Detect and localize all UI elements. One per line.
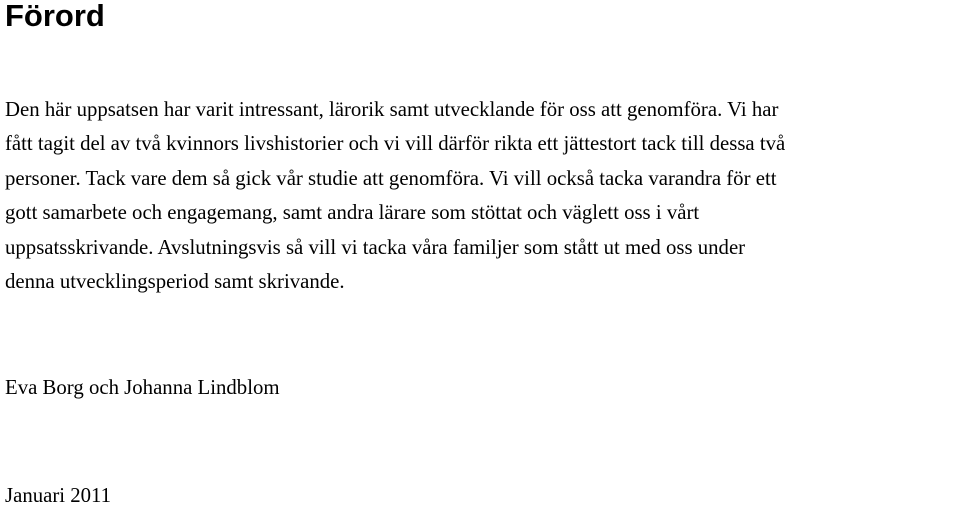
paragraph-line: uppsatsskrivande. Avslutningsvis så vill vi tacka våra familjer som stått ut med oss under: [5, 235, 746, 259]
paragraph-line: personer. Tack vare dem så gick vår studie att genomföra. Vi vill också tacka varandra för ett: [5, 166, 777, 190]
paragraph-line: denna utvecklingsperiod samt skrivande.: [5, 270, 345, 294]
paragraph-line: Den här uppsatsen har varit intressant, lärorik samt utvecklande för oss att genomföra. Vi har: [5, 98, 779, 121]
document-date: Januari 2011: [5, 484, 112, 507]
paragraph-line: fått tagit del av två kvinnors livshistorier och vi vill därför rikta ett jättestort tack till dessa två: [5, 132, 786, 156]
author-signature: Eva Borg och Johanna Lindblom: [5, 376, 280, 399]
paragraph-line: gott samarbete och engagemang, samt andra lärare som stöttat och väglett oss i vårt: [5, 201, 700, 225]
preface-paragraph: [5, 93, 957, 299]
page-title: Förord: [5, 0, 105, 33]
